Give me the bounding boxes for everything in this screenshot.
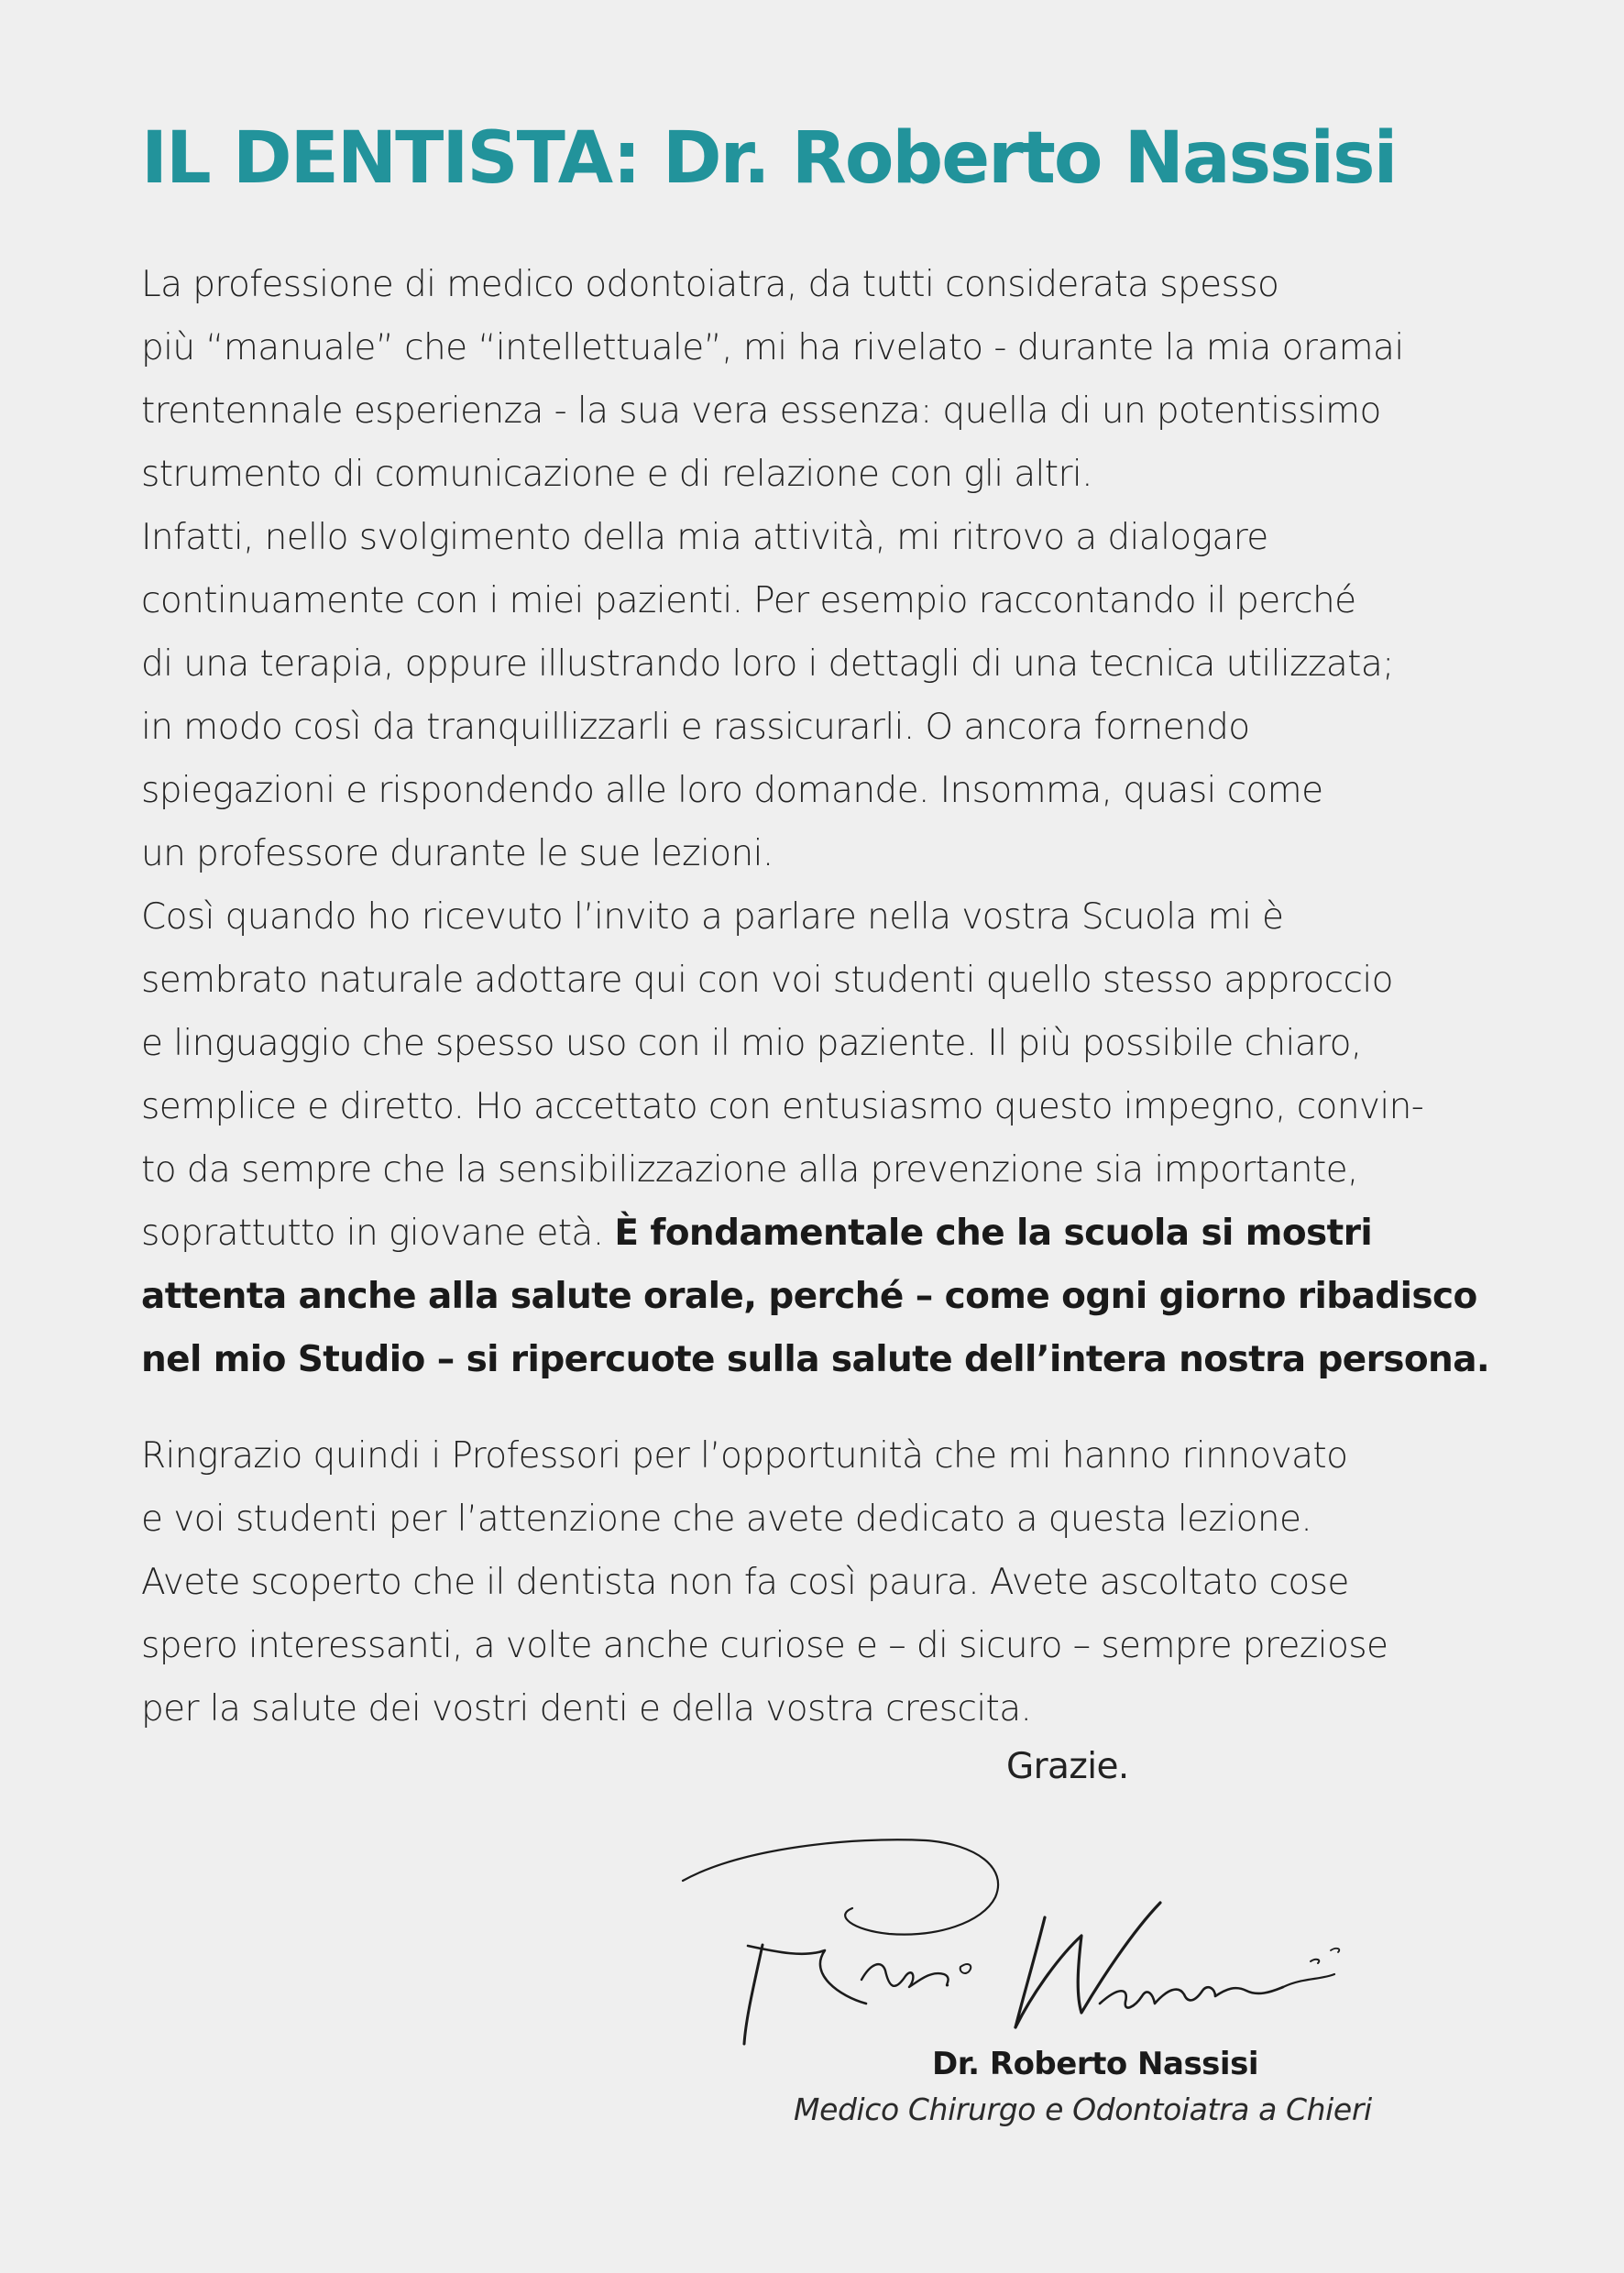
text-line-emphasis: nel mio Studio – si ripercuote sulla salute dell’intera nostra persona. (141, 1339, 1490, 1380)
text-line: più “manuale” che “intellettuale”, mi ha rivelato - durante la mia oramai (141, 327, 1404, 368)
text-line: in modo così da tranquillizzarli e rassicurarli. O ancora fornendo (141, 707, 1250, 748)
paragraph-1 (141, 253, 1488, 1391)
text-regular: soprattutto in giovane età. (141, 1213, 615, 1254)
text-line: Infatti, nello svolgimento della mia attività, mi ritrovo a dialogare (141, 517, 1268, 558)
text-line: spero interessanti, a volte anche curiose e – di sicuro – sempre preziose (141, 1625, 1388, 1666)
text-line: un professore durante le sue lezioni. (141, 833, 774, 874)
signatory-role: Medico Chirurgo e Odontoiatra a Chieri (794, 2092, 1372, 2127)
text-line: La professione di medico odontoiatra, da tutti considerata spesso (141, 264, 1279, 305)
page-title: IL DENTISTA: Dr. Roberto Nassisi (141, 117, 1397, 200)
text-line: per la salute dei vostri denti e della vostra crescita. (141, 1688, 1032, 1729)
handwritten-signature (669, 1824, 1457, 2081)
text-line: continuamente con i miei pazienti. Per esempio raccontando il perché (141, 580, 1356, 621)
text-line: sembrato naturale adottare qui con voi studenti quello stesso approccio (141, 960, 1393, 1001)
text-line: to da sempre che la sensibilizzazione alla prevenzione sia importante, (141, 1149, 1358, 1191)
text-line: di una terapia, oppure illustrando loro i dettagli di una tecnica utilizzata; (141, 643, 1394, 685)
text-line-mixed (141, 1202, 1488, 1265)
signatory-name: Dr. Roberto Nassisi (932, 2046, 1258, 2082)
paragraph-2 (141, 1424, 1488, 1740)
text-line: trentennale esperienza - la sua vera essenza: quella di un potentissimo (141, 390, 1381, 432)
text-emphasis: È fondamentale che la scuola si mostri (614, 1213, 1373, 1254)
text-line: e linguaggio che spesso uso con il mio paziente. Il più possibile chiaro, (141, 1023, 1362, 1064)
text-line: semplice e diretto. Ho accettato con entusiasmo questo impegno, convin- (141, 1086, 1424, 1127)
text-line: Avete scoperto che il dentista non fa così paura. Avete ascoltato cose (141, 1562, 1349, 1603)
closing-thanks: Grazie. (1006, 1746, 1129, 1787)
text-line: spiegazioni e rispondendo alle loro domande. Insomma, quasi come (141, 770, 1323, 811)
text-line: Ringrazio quindi i Professori per l’opportunità che mi hanno rinnovato (141, 1435, 1348, 1477)
text-line: Così quando ho ricevuto l’invito a parlare nella vostra Scuola mi è (141, 896, 1284, 938)
text-line: e voi studenti per l’attenzione che avete dedicato a questa lezione. (141, 1499, 1312, 1540)
text-line-emphasis: attenta anche alla salute orale, perché – come ogni giorno ribadisco (141, 1276, 1477, 1317)
text-line: strumento di comunicazione e di relazione con gli altri. (141, 454, 1092, 495)
